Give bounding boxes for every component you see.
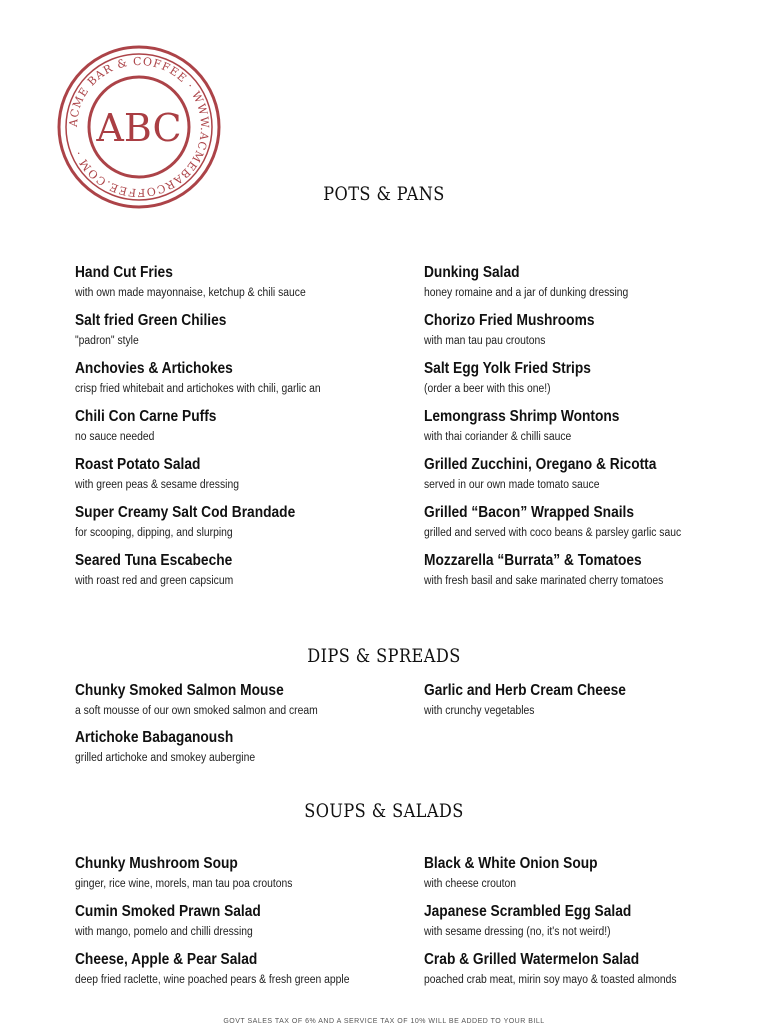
section-title-dips-spreads: DIPS & SPREADS bbox=[307, 645, 461, 667]
item-description: a soft mousse of our own smoked salmon and cream bbox=[75, 705, 318, 717]
item-description: honey romaine and a jar of dunking dressing bbox=[424, 287, 629, 299]
menu-item bbox=[75, 729, 405, 765]
item-description: with fresh basil and sake marinated cherry tomatoes bbox=[424, 575, 664, 587]
item-description: with crunchy vegetables bbox=[424, 705, 535, 717]
item-name: Hand Cut Fries bbox=[75, 264, 173, 281]
menu-item bbox=[75, 264, 405, 300]
item-name: Chili Con Carne Puffs bbox=[75, 408, 217, 425]
item-description: with green peas & sesame dressing bbox=[75, 479, 239, 491]
item-name: Seared Tuna Escabeche bbox=[75, 552, 233, 569]
item-description: ginger, rice wine, morels, man tau poa croutons bbox=[75, 878, 293, 890]
item-description: with own made mayonnaise, ketchup & chili sauce bbox=[75, 287, 306, 299]
logo-ring-text: ACME BAR & COFFEE · WWW.ACMEBARCOFFEE.COM · bbox=[66, 54, 212, 200]
item-name: Cheese, Apple & Pear Salad bbox=[75, 951, 258, 968]
item-name: Dunking Salad bbox=[424, 264, 520, 281]
menu-item bbox=[75, 682, 405, 718]
item-name: Salt fried Green Chilies bbox=[75, 312, 227, 329]
item-description: grilled artichoke and smokey aubergine bbox=[75, 752, 256, 764]
item-name: Black & White Onion Soup bbox=[424, 855, 598, 872]
item-description: with mango, pomelo and chilli dressing bbox=[75, 926, 253, 938]
item-description: with sesame dressing (no, it's not weird!) bbox=[424, 926, 611, 938]
item-description: with thai coriander & chilli sauce bbox=[424, 431, 572, 443]
item-name: Lemongrass Shrimp Wontons bbox=[424, 408, 620, 425]
menu-item bbox=[424, 360, 754, 396]
menu-item bbox=[424, 682, 754, 718]
item-description: deep fried raclette, wine poached pears & fresh green apple bbox=[75, 974, 350, 986]
item-description: (order a beer with this one!) bbox=[424, 383, 551, 395]
menu-item bbox=[424, 855, 754, 891]
item-description: "padron" style bbox=[75, 335, 139, 347]
item-name: Crab & Grilled Watermelon Salad bbox=[424, 951, 640, 968]
item-name: Salt Egg Yolk Fried Strips bbox=[424, 360, 591, 377]
menu-item bbox=[424, 456, 754, 492]
menu-item bbox=[75, 408, 405, 444]
tax-footer-note: GOVT SALES TAX OF 6% AND A SERVICE TAX OF 10% WILL BE ADDED TO YOUR BILL bbox=[223, 1018, 545, 1025]
menu-item bbox=[75, 903, 405, 939]
item-description: crisp fried whitebait and artichokes with chili, garlic an bbox=[75, 383, 321, 395]
item-name: Grilled “Bacon” Wrapped Snails bbox=[424, 504, 635, 521]
menu-item bbox=[424, 552, 754, 588]
item-name: Artichoke Babaganoush bbox=[75, 729, 234, 746]
item-name: Mozzarella “Burrata” & Tomatoes bbox=[424, 552, 642, 569]
item-name: Cumin Smoked Prawn Salad bbox=[75, 903, 261, 920]
menu-item bbox=[75, 951, 405, 987]
menu-item bbox=[75, 855, 405, 891]
item-description: for scooping, dipping, and slurping bbox=[75, 527, 233, 539]
item-name: Chunky Mushroom Soup bbox=[75, 855, 238, 872]
item-name: Japanese Scrambled Egg Salad bbox=[424, 903, 632, 920]
item-name: Garlic and Herb Cream Cheese bbox=[424, 682, 626, 699]
item-name: Super Creamy Salt Cod Brandade bbox=[75, 504, 296, 521]
item-description: poached crab meat, mirin soy mayo & toasted almonds bbox=[424, 974, 677, 986]
menu-item bbox=[424, 951, 754, 987]
item-name: Chorizo Fried Mushrooms bbox=[424, 312, 595, 329]
item-description: with cheese crouton bbox=[424, 878, 517, 890]
menu-item bbox=[424, 504, 754, 540]
item-name: Anchovies & Artichokes bbox=[75, 360, 233, 377]
menu-item bbox=[424, 903, 754, 939]
menu-item bbox=[75, 552, 405, 588]
item-name: Grilled Zucchini, Oregano & Ricotta bbox=[424, 456, 657, 473]
item-name: Chunky Smoked Salmon Mouse bbox=[75, 682, 284, 699]
section-title-pots-pans: POTS & PANS bbox=[323, 183, 445, 205]
menu-item bbox=[75, 456, 405, 492]
item-description: with man tau pau croutons bbox=[424, 335, 546, 347]
menu-item bbox=[424, 312, 754, 348]
item-description: grilled and served with coco beans & parsley garlic sauc bbox=[424, 527, 682, 539]
item-description: served in our own made tomato sauce bbox=[424, 479, 600, 491]
section-title-soups-salads: SOUPS & SALADS bbox=[304, 800, 464, 822]
menu-item bbox=[424, 408, 754, 444]
item-description: no sauce needed bbox=[75, 431, 155, 443]
menu-item bbox=[424, 264, 754, 300]
item-description: with roast red and green capsicum bbox=[75, 575, 234, 587]
menu-item bbox=[75, 504, 405, 540]
item-name: Roast Potato Salad bbox=[75, 456, 201, 473]
menu-item bbox=[75, 360, 405, 396]
logo-center-text: ABC bbox=[96, 106, 182, 150]
menu-item bbox=[75, 312, 405, 348]
